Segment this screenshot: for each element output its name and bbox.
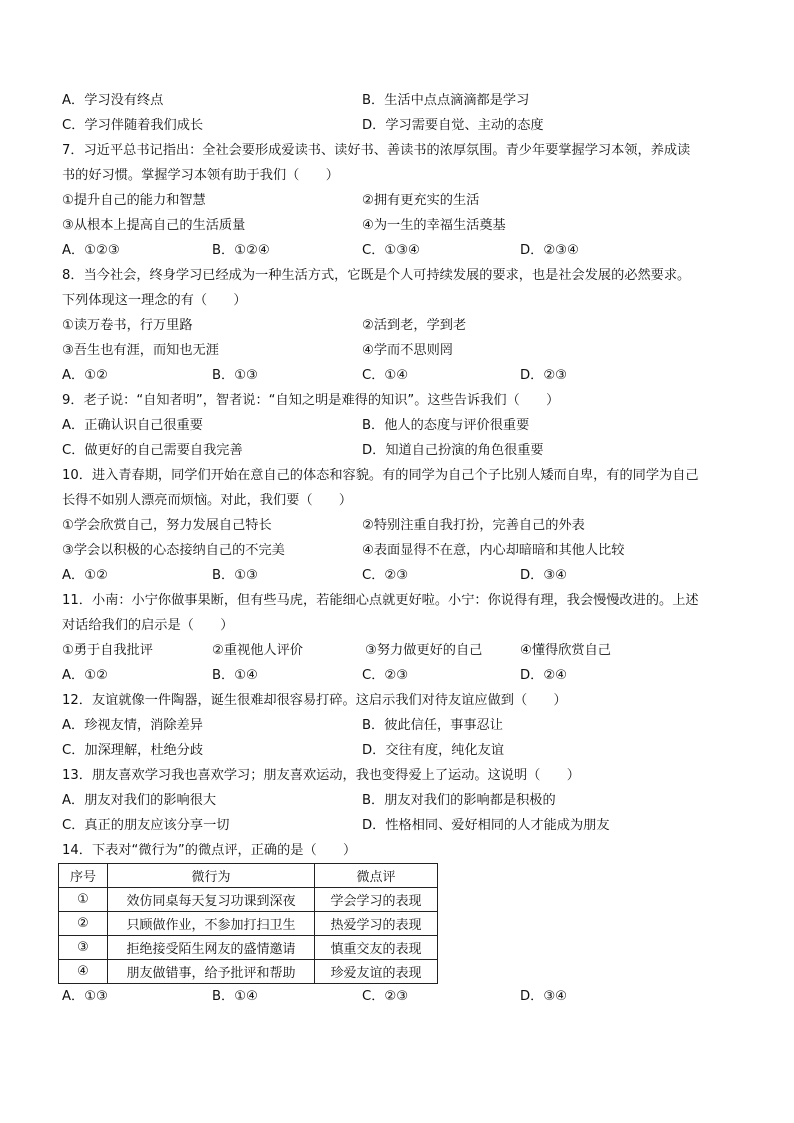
q8-stem-cont: 下列体现这一理念的有（ ） (62, 293, 247, 308)
q10-statement-3: ③学会以积极的心态接纳自己的不完美 (62, 543, 285, 558)
option-row (62, 238, 742, 263)
q7-statement-1: ①提升自己的能力和智慧 (62, 193, 206, 208)
statement-row (62, 313, 742, 338)
table-cell: 效仿同桌每天复习功课到深夜 (108, 888, 315, 912)
q10-option-d: D．③④ (520, 568, 567, 583)
option-row (62, 788, 742, 813)
exam-page (62, 88, 742, 1009)
q14-option-b: B．①④ (212, 989, 258, 1004)
q7-stem-cont: 书的好习惯。掌握学习本领有助于我们（ ） (62, 168, 339, 183)
q9-option-b: B．他人的态度与评价很重要 (362, 418, 530, 433)
q11-option-d: D．②④ (520, 668, 567, 683)
q8-stem: 8．当今社会，终身学习已经成为一种生活方式，它既是个人可持续发展的要求，也是社会发展的必然要求。 (62, 268, 691, 283)
q11-stem: 11．小南：小宁你做事果断，但有些马虎，若能细心点就更好啦。小宁：你说得有理，我会慢慢改进的。上述 (62, 593, 699, 608)
q8-statement-3: ③吾生也有涯，而知也无涯 (62, 343, 219, 358)
q12-option-d: D．交往有度，纯化友谊 (362, 743, 505, 758)
q7-option-a: A．①②③ (62, 243, 120, 258)
q7-option-d: D．②③④ (520, 243, 579, 258)
q10-statement-4: ④表面显得不在意，内心却暗暗和其他人比较 (362, 543, 625, 558)
table-cell: ② (59, 912, 108, 936)
q7-statement-2: ②拥有更充实的生活 (362, 193, 480, 208)
option-row (62, 413, 742, 438)
option-row (62, 713, 742, 738)
table-cell: 热爱学习的表现 (315, 912, 438, 936)
q10-stem-cont: 长得不如别人漂亮而烦恼。对此，我们要（ ） (62, 493, 353, 508)
table-row (59, 936, 438, 960)
table-cell: 慎重交友的表现 (315, 936, 438, 960)
table-header: 微行为 (108, 864, 315, 888)
statement-row (62, 188, 742, 213)
q12-option-a: A．珍视友情，消除差异 (62, 718, 203, 733)
table-header: 微点评 (315, 864, 438, 888)
q9-option-a: A．正确认识自己很重要 (62, 418, 203, 433)
q13-option-d: D．性格相同、爱好相同的人才能成为朋友 (362, 818, 610, 833)
statement-row (62, 638, 742, 663)
option-row (62, 813, 742, 838)
option-row (62, 663, 742, 688)
statement-row (62, 338, 742, 363)
q12-option-b: B．彼此信任，事事忍让 (362, 718, 503, 733)
q8-option-b: B．①③ (212, 368, 258, 383)
q11-statement-1: ①勇于自我批评 (62, 643, 153, 658)
q12-option-c: C．加深理解，杜绝分歧 (62, 743, 204, 758)
q11-stem-cont: 对话给我们的启示是（ ） (62, 618, 234, 633)
q13-stem: 13．朋友喜欢学习我也喜欢学习；朋友喜欢运动，我也变得爱上了运动。这说明（ ） (62, 768, 580, 783)
q6-option-d: D．学习需要自觉、主动的态度 (362, 118, 544, 133)
table-row (59, 912, 438, 936)
q14-option-d: D．③④ (520, 989, 567, 1004)
q8-statement-4: ④学而不思则罔 (362, 343, 453, 358)
q7-stem: 7．习近平总书记指出：全社会要形成爱读书、读好书、善读书的浓厚氛围。青少年要掌握学习本领，养成读 (62, 143, 691, 158)
option-row (62, 738, 742, 763)
table-cell: ④ (59, 960, 108, 984)
q9-option-d: D．知道自己扮演的角色很重要 (362, 443, 544, 458)
q7-statement-3: ③从根本上提高自己的生活质量 (62, 218, 246, 233)
table-header-row (59, 864, 438, 888)
option-row (62, 984, 742, 1009)
q7-option-c: C．①③④ (362, 243, 420, 258)
q11-option-b: B．①④ (212, 668, 258, 683)
q13-option-a: A．朋友对我们的影响很大 (62, 793, 217, 808)
option-row (62, 563, 742, 588)
q10-option-a: A．①② (62, 568, 108, 583)
q10-statement-2: ②特别注重自我打扮，完善自己的外表 (362, 518, 585, 533)
q9-option-c: C．做更好的自己需要自我完善 (62, 443, 243, 458)
q8-option-d: D．②③ (520, 368, 567, 383)
table-cell: ① (59, 888, 108, 912)
table-cell: ③ (59, 936, 108, 960)
table-row (59, 960, 438, 984)
q14-option-c: C．②③ (362, 989, 409, 1004)
q8-option-c: C．①④ (362, 368, 409, 383)
q8-option-a: A．①② (62, 368, 108, 383)
q7-option-b: B．①②④ (212, 243, 270, 258)
table-cell: 只顾做作业，不参加打扫卫生 (108, 912, 315, 936)
q6-option-a: A．学习没有终点 (62, 93, 164, 108)
statement-row (62, 538, 742, 563)
statement-row (62, 513, 742, 538)
option-row (62, 113, 742, 138)
q13-option-c: C．真正的朋友应该分享一切 (62, 818, 230, 833)
q10-stem: 10．进入青春期，同学们开始在意自己的体态和容貌。有的同学为自己个子比别人矮而自卑，有的同学为自己 (62, 468, 699, 483)
q11-statement-4: ④懂得欣赏自己 (520, 643, 611, 658)
option-row (62, 88, 742, 113)
q7-statement-4: ④为一生的幸福生活奠基 (362, 218, 506, 233)
table-cell: 学会学习的表现 (315, 888, 438, 912)
q6-option-b: B．生活中点点滴滴都是学习 (362, 93, 530, 108)
q10-statement-1: ①学会欣赏自己，努力发展自己特长 (62, 518, 272, 533)
q10-option-b: B．①③ (212, 568, 258, 583)
q8-statement-2: ②活到老，学到老 (362, 318, 467, 333)
table-row (59, 888, 438, 912)
table-cell: 拒绝接受陌生网友的盛情邀请 (108, 936, 315, 960)
table-header: 序号 (59, 864, 108, 888)
q11-statement-2: ②重视他人评价 (212, 643, 303, 658)
table-cell: 珍爱友谊的表现 (315, 960, 438, 984)
q10-option-c: C．②③ (362, 568, 409, 583)
q11-statement-3: ③努力做更好的自己 (365, 643, 483, 658)
micro-behavior-table (58, 863, 438, 984)
q11-option-a: A．①② (62, 668, 108, 683)
q14-option-a: A．①③ (62, 989, 108, 1004)
table-cell: 朋友做错事，给予批评和帮助 (108, 960, 315, 984)
option-row (62, 363, 742, 388)
q9-stem: 9．老子说：“自知者明”，智者说：“自知之明是难得的知识”。这些告诉我们（ ） (62, 393, 560, 408)
q8-statement-1: ①读万卷书，行万里路 (62, 318, 193, 333)
statement-row (62, 213, 742, 238)
q11-option-c: C．②③ (362, 668, 409, 683)
q13-option-b: B．朋友对我们的影响都是积极的 (362, 793, 556, 808)
q12-stem: 12．友谊就像一件陶器，诞生很难却很容易打碎。这启示我们对待友谊应做到（ ） (62, 693, 567, 708)
q14-stem: 14．下表对“微行为”的微点评，正确的是（ ） (62, 843, 357, 858)
q6-option-c: C．学习伴随着我们成长 (62, 118, 204, 133)
option-row (62, 438, 742, 463)
